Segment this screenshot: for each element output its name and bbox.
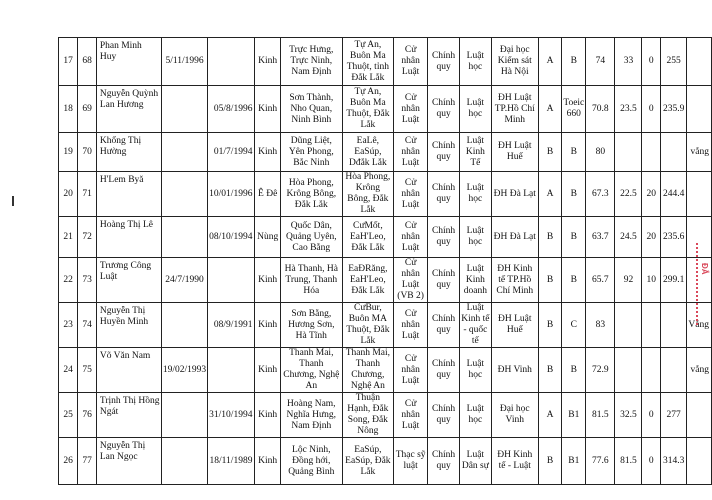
total-score	[661, 133, 687, 172]
ethnicity: Kinh	[255, 38, 280, 86]
score-1: 67.3	[586, 172, 615, 217]
residence: CưMốt, EaH'Leo, Đắk Lắk	[342, 217, 393, 258]
candidate-number: 77	[78, 438, 97, 485]
it-level: B1	[562, 438, 586, 485]
total-score: 244.4	[661, 172, 687, 217]
candidate-name: Hoàng Thị Lê	[96, 217, 161, 258]
birth-date-female	[208, 348, 255, 393]
candidate-name: H'Lem Byă	[96, 172, 161, 217]
major: Luật học	[459, 348, 491, 393]
study-mode: Chính quy	[428, 38, 460, 86]
candidate-name: Nguyễn Quỳnh Lan Hương	[96, 86, 161, 133]
degree: Cử nhân Luật	[394, 172, 428, 217]
table-row	[59, 393, 712, 438]
birth-date-male	[161, 217, 207, 258]
major: Luật Kinh tế - quốc tế	[461, 303, 490, 346]
it-level: B	[562, 348, 586, 393]
score-1: 72.9	[586, 348, 615, 393]
hometown: Trực Hưng, Trực Ninh, Nam Định	[280, 38, 342, 86]
table-row	[59, 217, 712, 258]
candidate-name: Phan Minh Huy	[96, 38, 161, 86]
note: vắng	[687, 348, 712, 393]
total-score: 314.3	[661, 438, 687, 485]
total-score: 255	[661, 38, 687, 86]
residence: Tự An, Buôn Ma Thuột, Đắk Lắk	[342, 86, 393, 133]
birth-date-female: 01/7/1994	[208, 133, 255, 172]
it-level: B	[562, 133, 586, 172]
score-1: 81.5	[586, 393, 615, 438]
score-1: 80	[586, 133, 615, 172]
row-number: 23	[59, 303, 78, 348]
score-1: 65.7	[586, 258, 615, 303]
language-level: B	[538, 217, 562, 258]
language-level: B	[538, 133, 562, 172]
major: Luật Dân sự	[459, 438, 491, 485]
study-mode: Chính quy	[428, 393, 460, 438]
candidate-name: Trịnh Thị Hồng Ngát	[96, 393, 161, 438]
birth-date-male: 5/11/1996	[161, 38, 207, 86]
study-mode: Chính quy	[428, 217, 460, 258]
birth-date-female: 05/8/1996	[208, 86, 255, 133]
row-number: 18	[59, 86, 78, 133]
school: ĐH Vinh	[491, 348, 538, 393]
degree: Cử nhân Luật	[394, 133, 428, 172]
table-row	[59, 258, 712, 303]
row-number: 25	[59, 393, 78, 438]
study-mode: Chính quy	[428, 438, 460, 485]
hometown: Hoàng Nam, Nghĩa Hưng, Nam Định	[280, 393, 342, 438]
residence: Thanh Mai, Thanh Chương, Nghệ An	[342, 348, 393, 393]
major: Luật học	[459, 393, 491, 438]
birth-date-male: 24/7/1990	[161, 258, 207, 303]
degree: Cử nhân Luật	[394, 217, 428, 258]
ethnicity: Nùng	[255, 217, 280, 258]
row-number: 21	[59, 217, 78, 258]
table-row	[59, 38, 712, 86]
school: Đại học Vinh	[491, 393, 538, 438]
hometown: Hòa Phong, Krông Bông, Đắk Lắk	[280, 172, 342, 217]
score-1: 74	[586, 38, 615, 86]
school: ĐH Đà Lạt	[491, 172, 538, 217]
row-number: 20	[59, 172, 78, 217]
score-1: 70.8	[586, 86, 615, 133]
score-2: 92	[615, 258, 642, 303]
language-level: B	[538, 303, 562, 348]
residence: Thuận Hạnh, Đắk Song, Đắk Nông	[342, 393, 393, 438]
degree: Cử nhân Luật	[394, 38, 428, 86]
candidate-name: Khổng Thị Hường	[96, 133, 161, 172]
candidate-number: 75	[78, 348, 97, 393]
row-number: 22	[59, 258, 78, 303]
score-2	[615, 133, 642, 172]
ethnicity: Ê Đê	[255, 172, 280, 217]
birth-date-female: 18/11/1989	[208, 438, 255, 485]
ethnicity: Kinh	[255, 438, 280, 485]
table-row	[59, 172, 712, 217]
degree: Cử nhân Luật	[394, 348, 428, 393]
ethnicity: Kinh	[255, 303, 280, 348]
study-mode: Chính quy	[428, 348, 460, 393]
major: Luật Kinh doanh	[459, 258, 491, 303]
hometown: Dũng Liệt, Yên Phong, Bắc Ninh	[280, 133, 342, 172]
candidate-name: Nguyễn Thị Huyền Minh	[96, 303, 161, 348]
school: ĐH Luật Huế	[491, 133, 538, 172]
note: Vắng	[687, 303, 712, 348]
score-1: 77.6	[586, 438, 615, 485]
candidate-number: 76	[78, 393, 97, 438]
major: Luật học	[459, 38, 491, 86]
birth-date-male	[161, 393, 207, 438]
residence: Hòa Phong, Krông Bông, Đắk Lắk	[342, 172, 393, 217]
language-level: B	[538, 348, 562, 393]
score-1: 83	[586, 303, 615, 348]
language-level: A	[538, 86, 562, 133]
stamp-text: ĐẮ	[700, 263, 709, 275]
hometown: Sơn Bằng, Hương Sơn, Hà Tĩnh	[280, 303, 342, 348]
study-mode: Chính quy	[428, 303, 460, 348]
note	[687, 438, 712, 485]
birth-date-male	[161, 438, 207, 485]
candidate-number: 73	[78, 258, 97, 303]
residence: EaLê, EaSúp, Dđắk Lắk	[342, 133, 393, 172]
total-score	[661, 348, 687, 393]
priority-score	[642, 303, 661, 348]
note	[687, 172, 712, 217]
it-level: Toeic 660	[562, 86, 586, 133]
score-2	[615, 303, 642, 348]
priority-score: 0	[642, 38, 661, 86]
priority-score: 20	[642, 172, 661, 217]
birth-date-female	[208, 258, 255, 303]
table-row	[59, 303, 712, 348]
row-number: 17	[59, 38, 78, 86]
candidate-number: 71	[78, 172, 97, 217]
birth-date-male	[161, 86, 207, 133]
priority-score: 0	[642, 438, 661, 485]
birth-date-female: 10/01/1996	[208, 172, 255, 217]
hometown: Thanh Mai, Thanh Chương, Nghệ An	[280, 348, 342, 393]
birth-date-female: 31/10/1994	[208, 393, 255, 438]
birth-date-male: 19/02/1993	[161, 348, 207, 393]
language-level: B	[538, 438, 562, 485]
row-number: 26	[59, 438, 78, 485]
table-row	[59, 133, 712, 172]
residence: CưBur, Buôn MA Thuột, Đắk Lắk	[342, 303, 393, 348]
school: ĐH Kinh tế TP.Hồ Chí Minh	[491, 258, 538, 303]
it-level: B	[562, 38, 586, 86]
candidate-name: Võ Văn Nam	[96, 348, 161, 393]
birth-date-male	[161, 133, 207, 172]
language-level: A	[538, 38, 562, 86]
score-2: 23.5	[615, 86, 642, 133]
candidate-number: 72	[78, 217, 97, 258]
note	[687, 393, 712, 438]
table-row	[59, 438, 712, 485]
hometown: Sơn Thành, Nho Quan, Ninh Bình	[280, 86, 342, 133]
ethnicity: Kinh	[255, 348, 280, 393]
school: ĐH Luật Huế	[491, 303, 538, 348]
birth-date-male	[161, 172, 207, 217]
note: vắng	[687, 133, 712, 172]
candidate-name: Nguyễn Thị Lan Ngọc	[96, 438, 161, 485]
priority-score: 0	[642, 393, 661, 438]
residence: EaĐRăng, EaH'Leo, Đắk Lắk	[342, 258, 393, 303]
school: ĐH Đà Lạt	[491, 217, 538, 258]
study-mode: Chính quy	[428, 133, 460, 172]
candidate-table	[58, 37, 712, 485]
ethnicity: Kinh	[255, 393, 280, 438]
row-number: 24	[59, 348, 78, 393]
priority-score: 10	[642, 258, 661, 303]
score-2: 22.5	[615, 172, 642, 217]
it-level: B	[562, 258, 586, 303]
degree: Cử nhân Luật	[394, 86, 428, 133]
birth-date-male	[161, 303, 207, 348]
hometown: Hà Thanh, Hà Trung, Thanh Hóa	[280, 258, 342, 303]
candidate-number: 69	[78, 86, 97, 133]
language-level: A	[538, 393, 562, 438]
it-level: B1	[562, 393, 586, 438]
degree: Thạc sỹ luật	[394, 438, 428, 485]
row-number: 19	[59, 133, 78, 172]
language-level: B	[538, 258, 562, 303]
table-row	[59, 86, 712, 133]
it-level: B	[562, 172, 586, 217]
language-level: A	[538, 172, 562, 217]
birth-date-female: 08/9/1991	[208, 303, 255, 348]
major: Luật học	[459, 86, 491, 133]
it-level: C	[562, 303, 586, 348]
candidate-number: 68	[78, 38, 97, 86]
total-score	[661, 303, 687, 348]
hometown: Quốc Dân, Quảng Uyên, Cao Bằng	[280, 217, 342, 258]
birth-date-female: 08/10/1994	[208, 217, 255, 258]
official-stamp-fragment	[696, 243, 712, 325]
total-score: 299.1	[661, 258, 687, 303]
study-mode: Chính quy	[428, 86, 460, 133]
ethnicity: Kinh	[255, 86, 280, 133]
score-2: 32.5	[615, 393, 642, 438]
major: Luật học	[459, 172, 491, 217]
score-2	[615, 348, 642, 393]
ethnicity: Kinh	[255, 258, 280, 303]
table-row	[59, 348, 712, 393]
total-score: 235.9	[661, 86, 687, 133]
school: Đại học Kiểm sát Hà Nội	[491, 38, 538, 86]
score-2: 33	[615, 38, 642, 86]
priority-score	[642, 133, 661, 172]
candidate-number: 74	[78, 303, 97, 348]
ethnicity: Kinh	[255, 133, 280, 172]
candidate-number: 70	[78, 133, 97, 172]
score-1: 63.7	[586, 217, 615, 258]
it-level: B	[562, 217, 586, 258]
major: Luật Kinh Tế	[459, 133, 491, 172]
degree: Cử nhân Luật	[394, 393, 428, 438]
study-mode: Chính quy	[428, 258, 460, 303]
score-2: 81.5	[615, 438, 642, 485]
priority-score: 20	[642, 217, 661, 258]
degree: Cử nhân Luật	[394, 303, 428, 348]
score-2: 24.5	[615, 217, 642, 258]
note	[687, 86, 712, 133]
residence: EaSúp, EaSúp, Đắk Lắk	[342, 438, 393, 485]
study-mode: Chính quy	[428, 172, 460, 217]
margin-punch-mark	[12, 196, 14, 206]
hometown: Lộc Ninh, Đồng hới, Quảng Bình	[280, 438, 342, 485]
birth-date-female	[208, 38, 255, 86]
table-body	[59, 38, 712, 485]
major: Luật học	[459, 217, 491, 258]
degree: Cử nhân Luật (VB 2)	[394, 258, 428, 303]
priority-score: 0	[642, 86, 661, 133]
total-score: 277	[661, 393, 687, 438]
residence: Tự An, Buôn Ma Thuột, tỉnh Đắk Lắk	[342, 38, 393, 86]
school: ĐH Luật TP.Hồ Chí Minh	[491, 86, 538, 133]
candidate-name: Trương Công Luật	[96, 258, 161, 303]
note	[687, 38, 712, 86]
school: ĐH Kinh tế - Luật	[491, 438, 538, 485]
priority-score	[642, 348, 661, 393]
total-score: 235.6	[661, 217, 687, 258]
